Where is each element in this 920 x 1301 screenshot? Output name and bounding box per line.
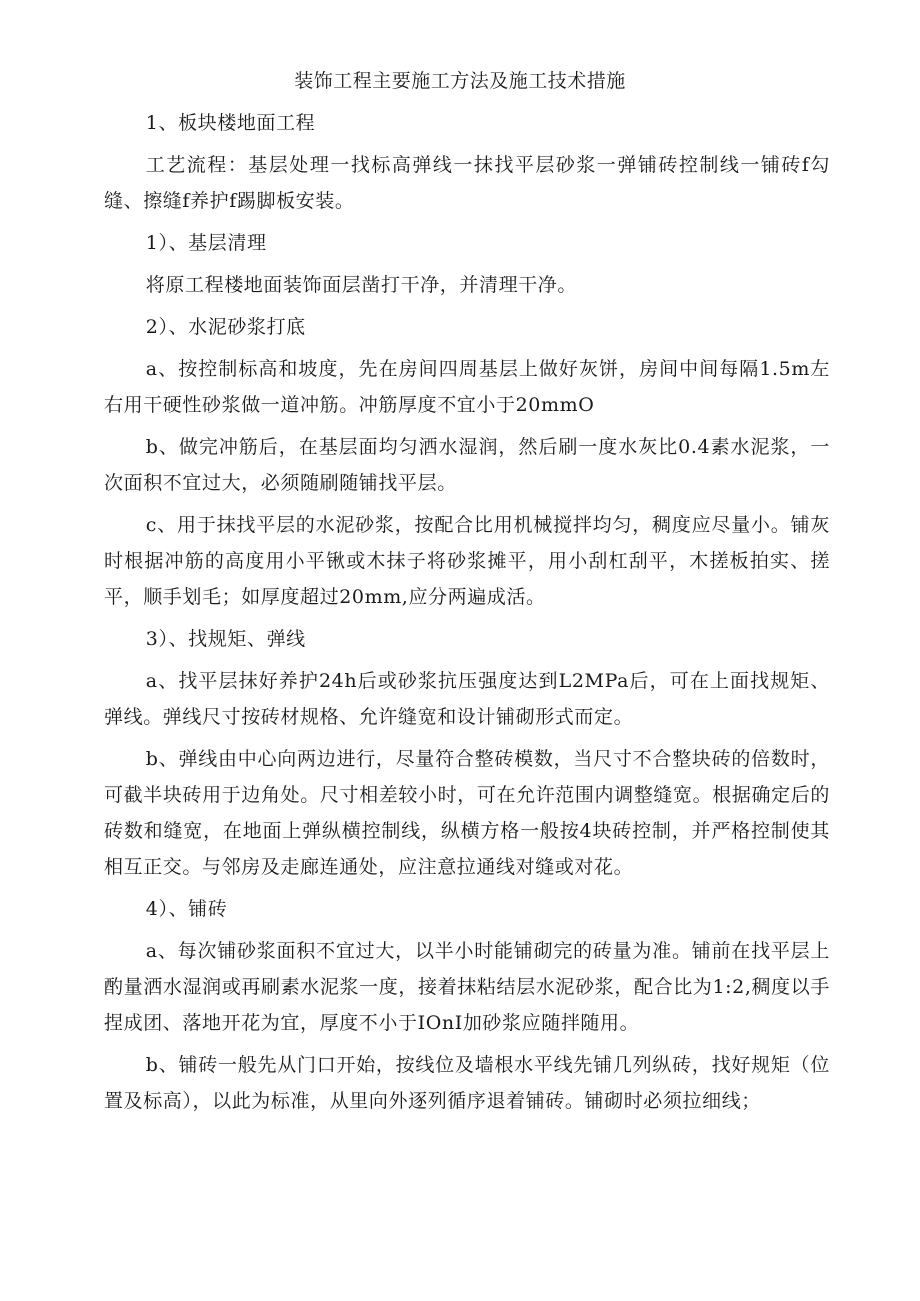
paragraph: a、找平层抹好养护24h后或砂浆抗压强度达到L2MPa后，可在上面找规矩、弹线。弹线尺寸按砖材规格、允许缝宽和设计铺砌形式而定。 — [104, 670, 830, 728]
paragraph: c、用于抹找平层的水泥砂浆，按配合比用机械搅拌均匀，稠度应尽量小。铺灰时根据冲筋的高度用小平锹或木抹子将砂浆摊平，用小刮杠刮平，木搓板拍实、搓平，顺手划毛；如厚度超过20mm,应分两遍成活。 — [104, 514, 830, 608]
document-title: 装饰工程主要施工方法及施工技术措施 — [294, 70, 626, 92]
subsection-heading: 2）、水泥砂浆打底 — [145, 316, 306, 338]
paragraph: a、每次铺砂浆面积不宜过大，以半小时能铺砌完的砖量为准。铺前在找平层上酌量洒水湿润或再刷素水泥浆一度，接着抹粘结层水泥砂浆，配合比为1:2,稠度以手捏成团、落地开花为宜，厚度不小于IOnI加砂浆应随拌随用。 — [104, 940, 830, 1034]
subsection-heading: 4）、铺砖 — [145, 898, 228, 920]
subsection-heading: 1）、基层清理 — [145, 232, 267, 254]
document-body — [104, 105, 830, 1125]
section-heading: 1、板块楼地面工程 — [145, 112, 316, 134]
paragraph: a、按控制标高和坡度，先在房间四周基层上做好灰饼，房间中间每隔1.5m左右用干硬性砂浆做一道冲筋。冲筋厚度不宜小于20mmO — [104, 358, 830, 416]
paragraph: 将原工程楼地面装饰面层凿打干净，并清理干净。 — [145, 274, 577, 296]
paragraph: 工艺流程：基层处理一找标高弹线一抹找平层砂浆一弹铺砖控制线一铺砖f勾缝、擦缝f养护f踢脚板安装。 — [104, 154, 830, 212]
paragraph: b、做完冲筋后，在基层面均匀洒水湿润，然后刷一度水灰比0.4素水泥浆，一次面积不宜过大，必须随刷随铺找平层。 — [104, 436, 830, 494]
paragraph: b、弹线由中心向两边进行，尽量符合整砖模数，当尺寸不合整块砖的倍数时，可截半块砖用于边角处。尺寸相差较小时，可在允许范围内调整缝宽。根据确定后的砖数和缝宽，在地面上弹纵横控制线，纵横方格一般按4块砖控制，并严格控制使其相互正交。与邻房及走廊连通处，应注意拉通线对缝或对花。 — [104, 748, 830, 878]
subsection-heading: 3）、找规矩、弹线 — [145, 628, 306, 650]
paragraph: b、铺砖一般先从门口开始，按线位及墙根水平线先铺几列纵砖，找好规矩（位置及标高），以此为标准，从里向外逐列循序退着铺砖。铺砌时必须拉细线； — [104, 1054, 830, 1112]
